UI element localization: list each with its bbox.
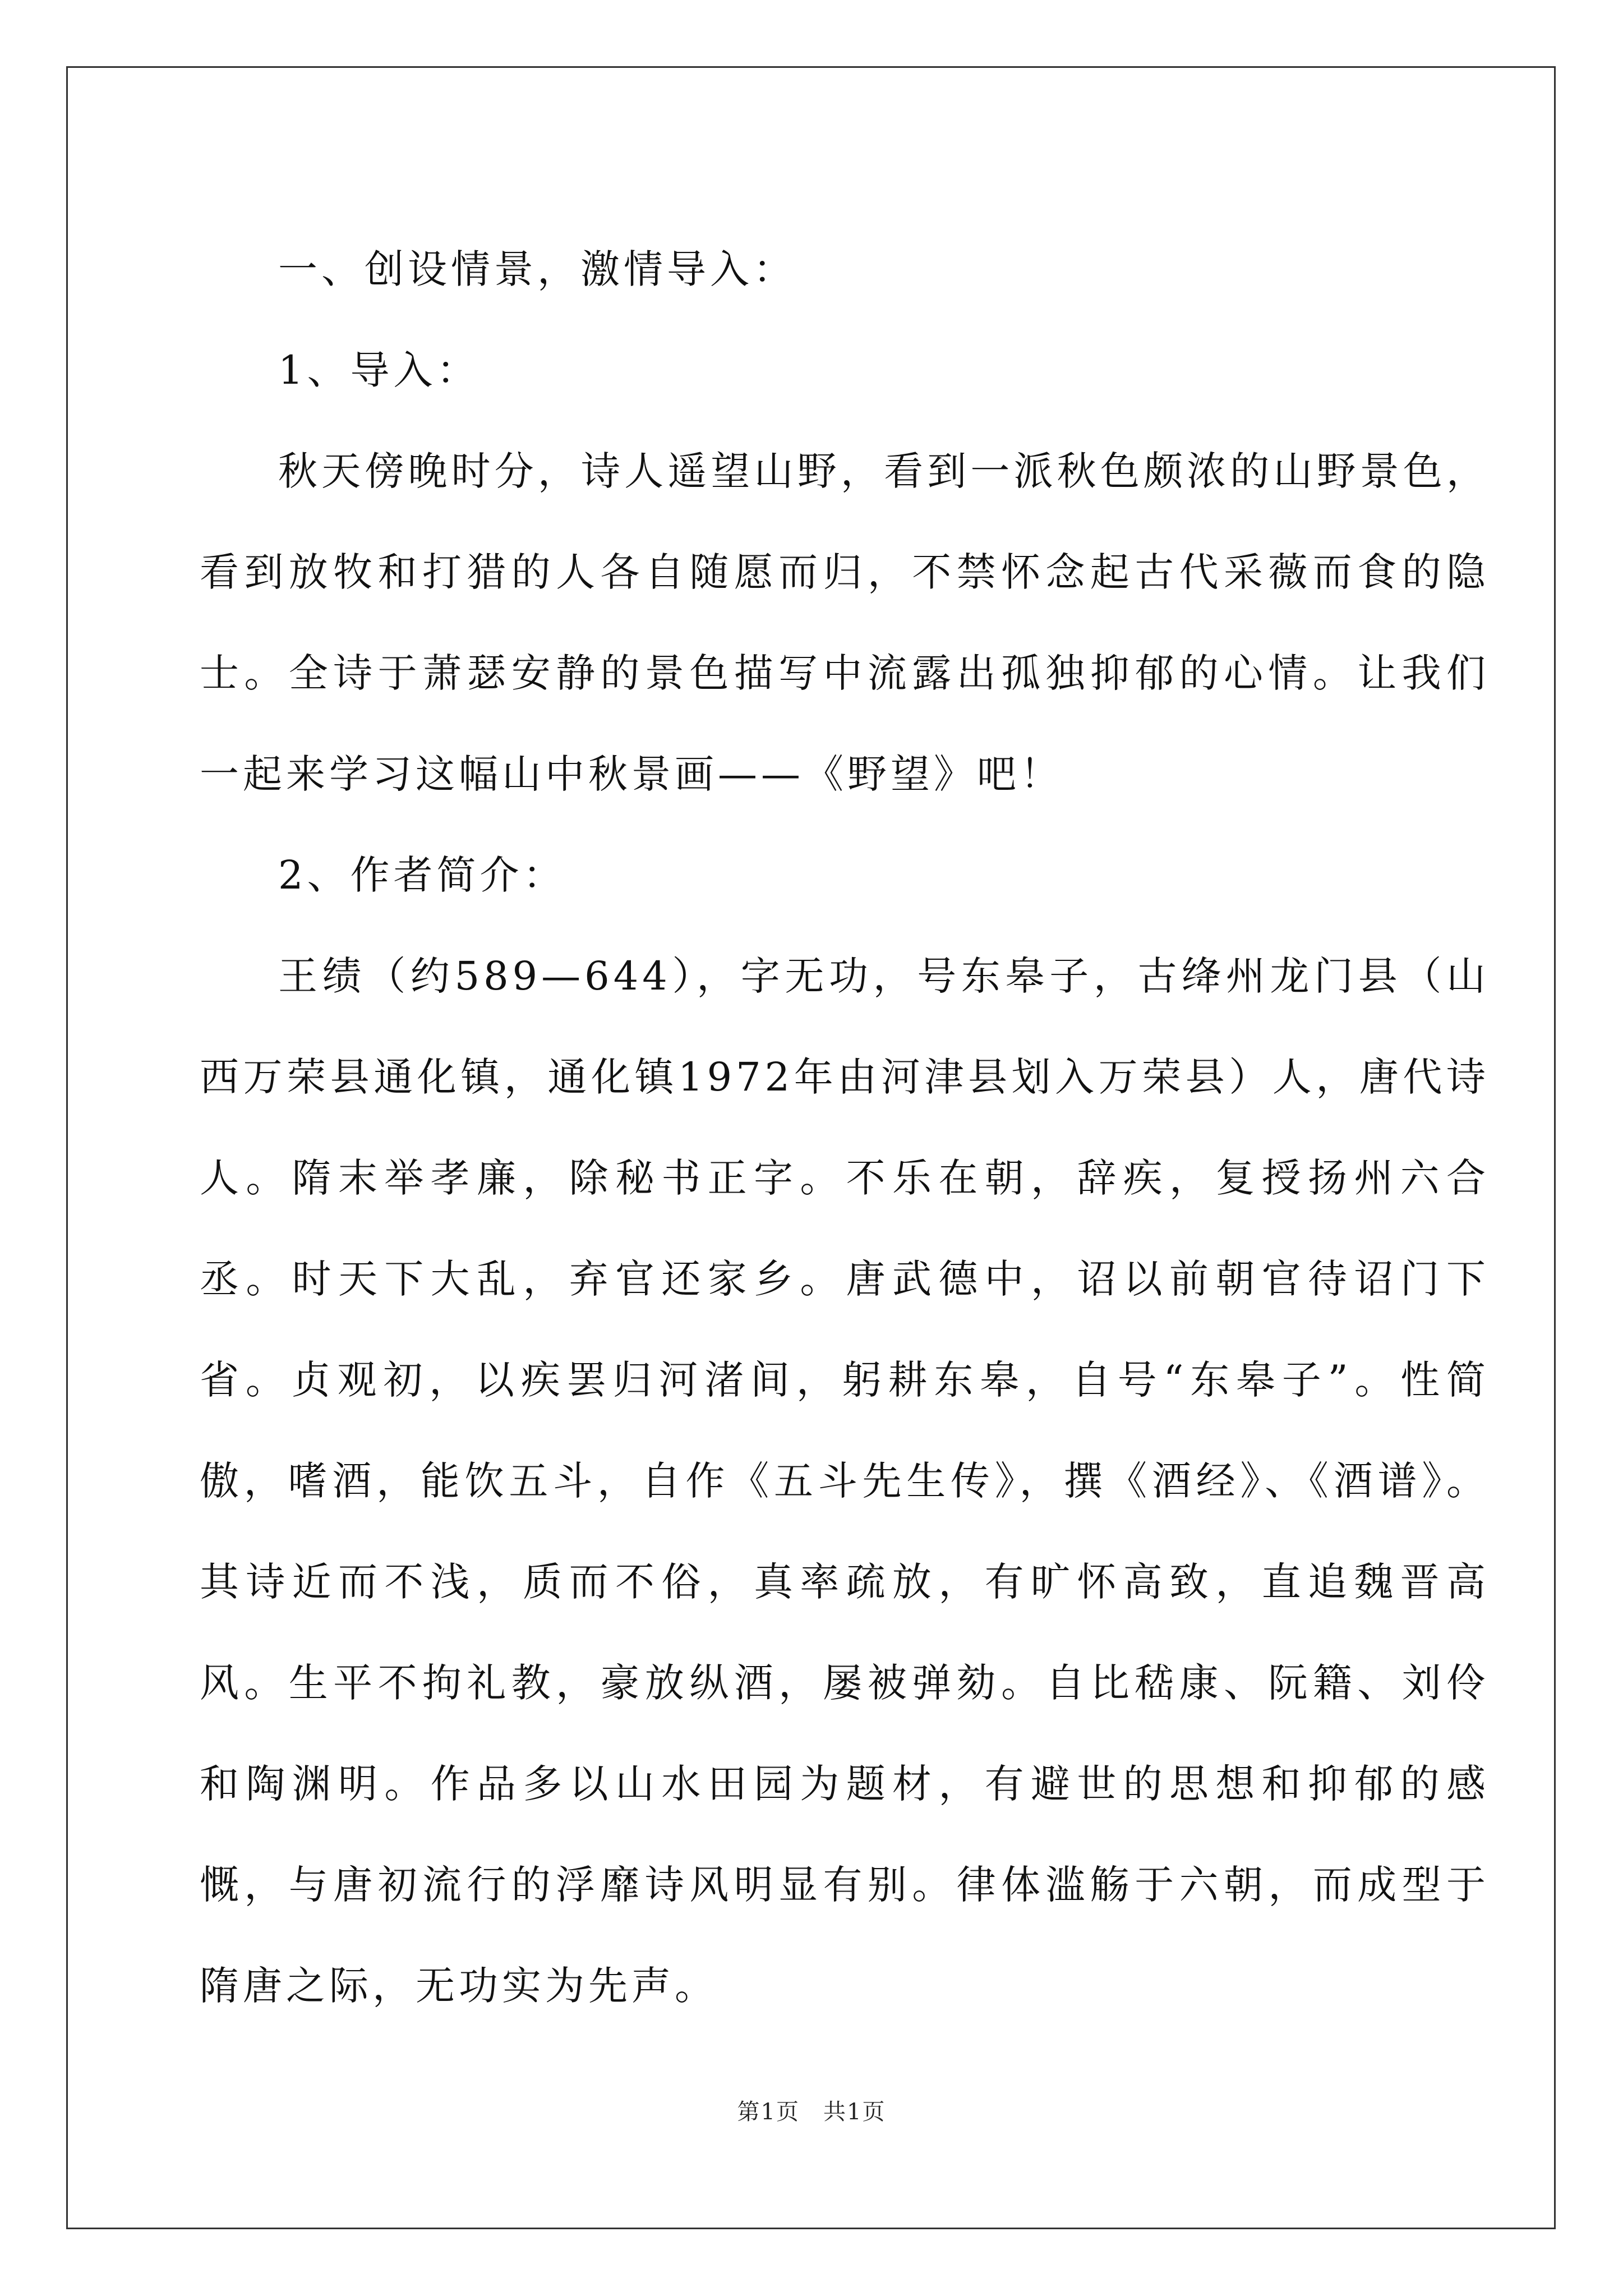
section-heading-intro: 一、创设情景，激情导入： [278, 246, 796, 292]
subheading-intro: 1、导入： [278, 347, 480, 393]
document-body [200, 219, 1490, 2036]
paragraph-intro-text: 秋天傍晚时分，诗人遥望山野，看到一派秋色颇浓的山野景色，看到放牧和打猎的人各自随愿而归，不禁怀念起古代采薇而食的隐士。全诗于萧瑟安静的景色描写中流露出孤独抑郁的心情。让我们一起来学习这幅山中秋景画——《野望》吧！ [200, 448, 1490, 797]
page-footer: 第1页 共1页 [737, 2099, 886, 2125]
subheading-author: 2、作者简介： [278, 852, 566, 898]
paragraph-author-bio: 王绩（约589—644），字无功，号东皋子，古绛州龙门县（山西万荣县通化镇，通化镇1972年由河津县划入万荣县）人，唐代诗人。隋末举孝廉，除秘书正字。不乐在朝，辞疾，复授扬州六合丞。时天下大乱，弃官还家乡。唐武德中，诏以前朝官待诏门下省。贞观初，以疾罢归河渚间，躬耕东皋，自号“东皋子”。性简傲，嗜酒，能饮五斗，自作《五斗先生传》，撰《酒经》、《酒谱》。其诗近而不浅，质而不俗，真率疏放，有旷怀高致，直追魏晋高风。生平不拘礼教，豪放纵酒，屡被弹劾。自比嵇康、阮籍、刘伶和陶渊明。作品多以山水田园为题材，有避世的思想和抑郁的感慨，与唐初流行的浮靡诗风明显有别。律体滥觞于六朝，而成型于隋唐之际，无功实为先声。 [200, 953, 1490, 2009]
